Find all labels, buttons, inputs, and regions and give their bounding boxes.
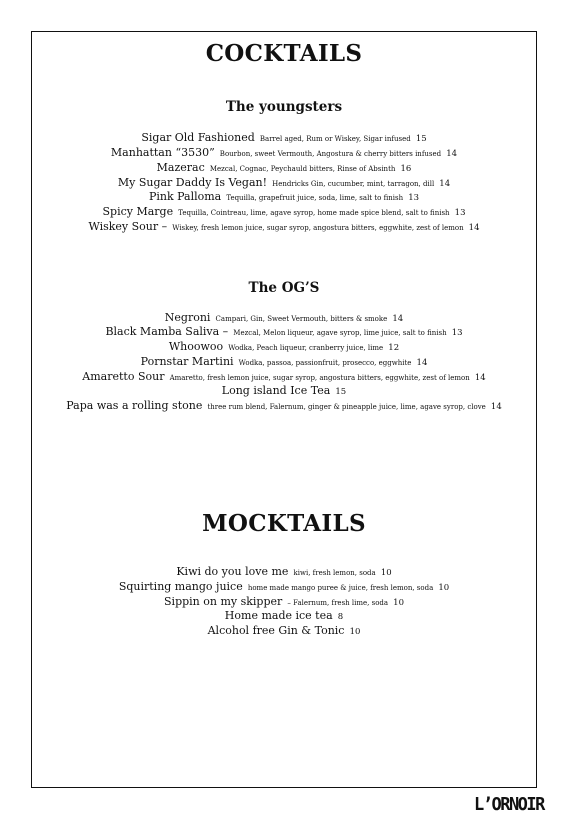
mocktails-title: MOCKTAILS [202, 510, 366, 537]
menu-item: Sigar Old Fashioned Barrel aged, Rum or Wiskey, Sigar infused 15 [141, 131, 427, 144]
menu-item: Amaretto Sour Amaretto, fresh lemon juice, sugar syrop, angostura bitters, eggwhite, zest of lemon 14 [82, 370, 486, 383]
menu-item: Pink Palloma Tequilla, grapefruit juice, soda, lime, salt to finish 13 [148, 190, 420, 203]
brand-logo: L’ORNOIR [474, 794, 544, 816]
menu-item: Wiskey Sour – Wiskey, fresh lemon juice, sugar syrop, angostura bitters, eggwhite, zest of lemon 14 [88, 220, 480, 233]
menu-item: Manhattan “3530” Bourbon, sweet Vermouth, Angostura & cherry bitters infused 14 [110, 146, 458, 159]
menu-item: Spicy Marge Tequilla, Cointreau, lime, agave syrop, home made spice blend, salt to finish 13 [102, 205, 466, 218]
menu-item: Squirting mango juice home made mango puree & juice, fresh lemon, soda 10 [118, 580, 450, 593]
menu-item: Whoowoo Wodka, Peach liqueur, cranberry juice, lime 12 [168, 340, 400, 353]
menu-item: Alcohol free Gin & Tonic 10 [207, 624, 361, 637]
menu-item: My Sugar Daddy Is Vegan! Hendricks Gin, cucumber, mint, tarragon, dill 14 [117, 176, 451, 189]
menu-item: Mazerac Mezcal, Cognac, Peychauld bitters, Rinse of Absinth 16 [156, 161, 412, 174]
menu-item: Negroni Campari, Gin, Sweet Vermouth, bitters & smoke 14 [164, 311, 404, 324]
menu-item: Black Mamba Saliva – Mezcal, Melon liqueur, agave syrop, lime juice, salt to finish 13 [105, 325, 463, 338]
ogs-heading: The OG’S [248, 280, 320, 296]
cocktails-title: COCKTAILS [205, 40, 363, 67]
menu-item: Pornstar Martini Wodka, passoa, passionfruit, prosecco, eggwhite 14 [140, 355, 428, 368]
menu-item: Home made ice tea 8 [224, 609, 344, 622]
youngsters-heading: The youngsters [225, 99, 343, 115]
menu-item: Papa was a rolling stone three rum blend, Falernum, ginger & pineapple juice, lime, agave syrop, clove 14 [66, 399, 502, 412]
menu-item: Sippin on my skipper – Falernum, fresh lime, soda 10 [164, 595, 404, 608]
menu-item: Long island Ice Tea 15 [221, 384, 347, 397]
menu-item: Kiwi do you love me kiwi, fresh lemon, soda 10 [176, 565, 392, 578]
